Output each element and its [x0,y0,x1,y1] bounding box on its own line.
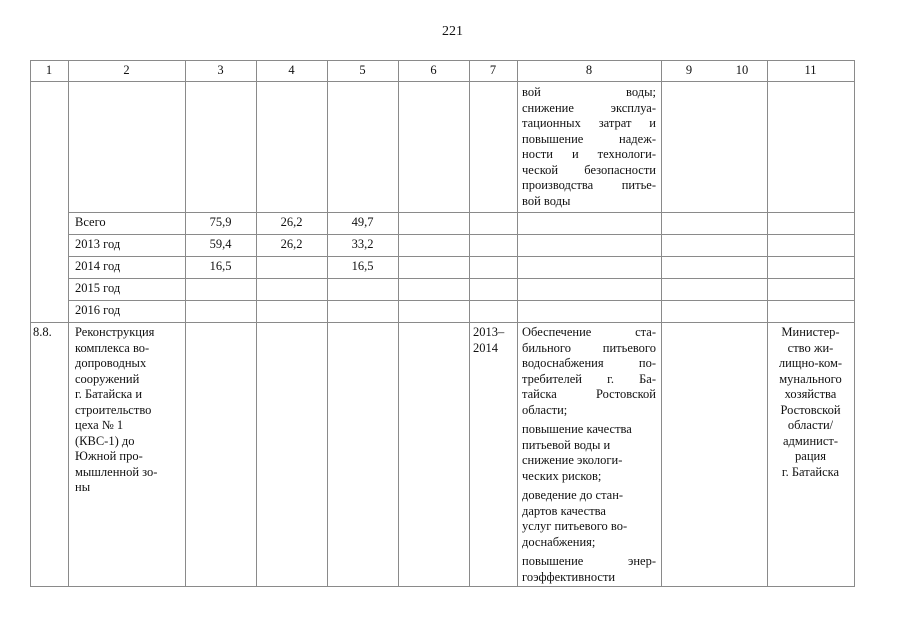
goals-line: снижение эксплуа- [522,100,656,115]
column-divider [327,60,328,587]
column-divider [661,60,662,587]
column-divider [185,60,186,587]
funding-value-col4: 26,2 [280,237,303,251]
column-divider [767,60,768,587]
funding-value-col3: 16,5 [209,259,232,273]
column-divider [68,60,69,587]
row-divider [68,212,855,213]
item-goals-line: области; [522,402,568,417]
item-name-line: (КВС-1) до [75,433,135,448]
goals-line: тационных затрат и [522,116,656,130]
item-responsible-line: лищно-ком- [778,356,843,370]
header-cell-3: 3 [217,63,224,77]
item-name-line: Реконструкция [75,325,155,339]
item-goals-line: питьевой воды и [522,437,611,452]
item-name-line: цеха № 1 [75,418,124,432]
item-period-line: 2013– [473,325,505,339]
table-right-border [854,60,855,587]
table-top-border [30,60,855,61]
header-cell-6: 6 [430,63,437,77]
item-goals-line: дартов качества [522,503,606,518]
column-divider [469,60,470,587]
goals-line: ности и технологи- [522,147,656,161]
page-number: 221 [442,24,463,39]
item-responsible-line: Министер- [781,325,840,339]
column-divider [517,60,518,587]
item-goals-line: снижение экологи- [522,453,623,467]
item-name-line: комплекса во- [75,340,150,355]
item-responsible-line: области/ [787,418,834,432]
item-period-line: 2014 [473,340,498,355]
item-goals-line: Обеспечение ста- [522,325,656,339]
funding-value-col3: 59,4 [209,237,232,251]
item-responsible-line: Ростовской [780,402,841,417]
goals-line: повышение надеж- [522,131,656,146]
item-responsible-line: ство жи- [787,340,834,355]
column-divider [398,60,399,587]
funding-row-label: 2013 год [75,237,121,251]
item-name-line: допроводных [75,356,147,370]
header-cell-5: 5 [359,63,366,77]
funding-value-col5: 33,2 [351,237,374,251]
item-name-line: ны [75,480,91,494]
item-number: 8.8. [33,325,52,339]
item-goals-line: доведение до стан- [522,488,624,502]
header-cell-7: 7 [489,63,497,77]
item-goals-line: бильного питьевого [522,340,656,355]
header-cell-10: 10 [735,63,749,77]
item-goals-line: гоэффективности [522,569,616,584]
item-goals-line: водоснабжения по- [522,356,656,370]
funding-row-label: 2015 год [75,281,121,295]
goals-line: производства питье- [522,178,656,192]
item-name-line: сооружений [75,371,140,386]
item-goals-line: услуг питьевого во- [522,519,628,533]
column-divider [256,60,257,587]
funding-value-col4: 26,2 [280,215,303,229]
header-cell-4: 4 [288,63,295,77]
item-responsible-line: рация [795,449,826,463]
row-divider [68,256,855,257]
item-goals-line: повышение качества [522,422,632,436]
item-name-line: г. Батайска и [75,387,143,401]
header-cell-8: 8 [585,63,593,77]
header-cell-9: 9 [685,63,693,77]
header-cell-2: 2 [123,63,130,77]
funding-value-col5: 16,5 [351,259,374,273]
goals-line: вой воды; [522,85,656,99]
item-name-line: мышленной зо- [75,464,158,479]
goals-line: ческой безопасности [522,162,656,177]
funding-row-label: 2016 год [75,303,121,317]
item-name-line: Южной про- [75,449,143,463]
funding-value-col3: 75,9 [209,215,232,229]
goals-line: вой воды [522,193,571,208]
header-bottom-border [30,81,855,82]
row-divider [68,234,855,235]
item-name-line: строительство [75,402,152,417]
header-cell-11: 11 [804,63,817,77]
row-divider [68,300,855,301]
item-top-border [30,322,855,323]
funding-value-col5: 49,7 [351,215,374,229]
item-goals-line: тайска Ростовской [522,387,656,401]
item-goals-line: повышение энер- [522,554,656,568]
header-cell-1: 1 [45,63,53,77]
item-goals-line: ческих рисков; [522,468,602,483]
table-left-border [30,60,31,587]
item-responsible-line: г. Батайска [781,464,840,479]
funding-row-label: Всего [75,215,106,229]
item-responsible-line: мунального [779,371,842,386]
item-responsible-line: админист- [782,433,839,448]
row-divider [68,278,855,279]
table-bottom-border [30,586,855,587]
funding-row-label: 2014 год [75,259,121,273]
item-goals-line: доснабжения; [522,534,596,549]
item-responsible-line: хозяйства [784,387,837,401]
item-goals-line: требителей г. Ба- [522,371,656,386]
